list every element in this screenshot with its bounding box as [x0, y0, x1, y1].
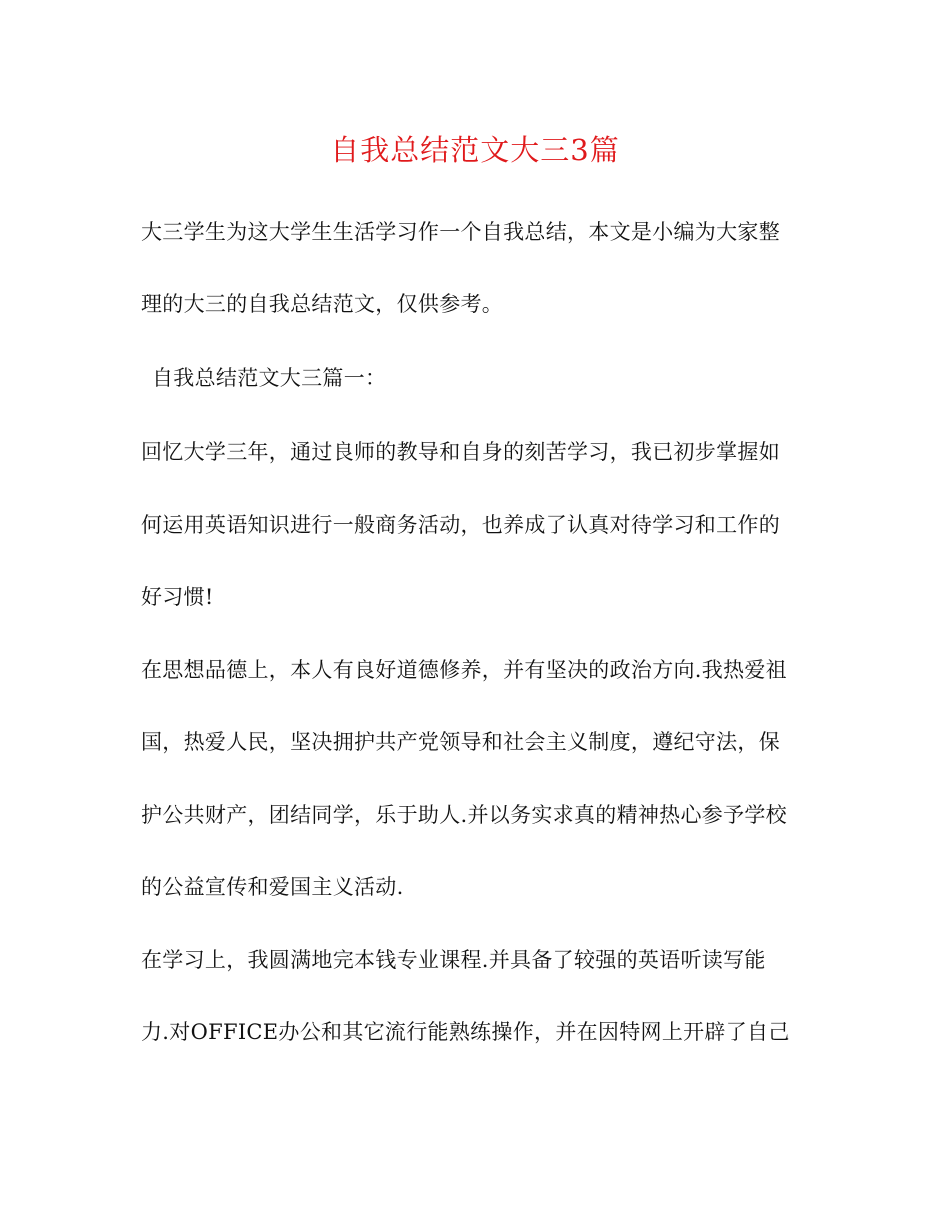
paragraph-2-line-2: 国，热爱人民，坚决拥护共产党领导和社会主义制度，遵纪守法，保: [141, 730, 780, 754]
paragraph-1-line-3: 好习惯!: [141, 585, 214, 609]
paragraph-1-line-2: 何运用英语知识进行一般商务活动，也养成了认真对待学习和工作的: [141, 513, 780, 537]
paragraph-2-line-1: 在思想品德上，本人有良好道德修养，并有坚决的政治方向.我热爱祖: [141, 658, 787, 682]
paragraph-3-line-1: 在学习上，我圆满地完本钱专业课程.并具备了较强的英语听读写能: [141, 948, 766, 972]
intro-line-2: 理的大三的自我总结范文，仅供参考。: [141, 292, 504, 316]
paragraph-3-line-2: 力.对OFFICE办公和其它流行能熟练操作，并在因特网上开辟了自己: [141, 1020, 790, 1044]
section-heading: 自我总结范文大三篇一：: [152, 366, 387, 390]
document-title: 自我总结范文大三3篇: [330, 133, 620, 167]
paragraph-1-line-1: 回忆大学三年，通过良师的教导和自身的刻苦学习，我已初步掌握如: [141, 440, 780, 464]
paragraph-2-line-3: 护公共财产，团结同学，乐于助人.并以务实求真的精神热心参予学校: [141, 803, 787, 827]
paragraph-2-line-4: 的公益宣传和爱国主义活动.: [141, 875, 404, 899]
intro-line-1: 大三学生为这大学生生活学习作一个自我总结，本文是小编为大家整: [141, 220, 780, 244]
